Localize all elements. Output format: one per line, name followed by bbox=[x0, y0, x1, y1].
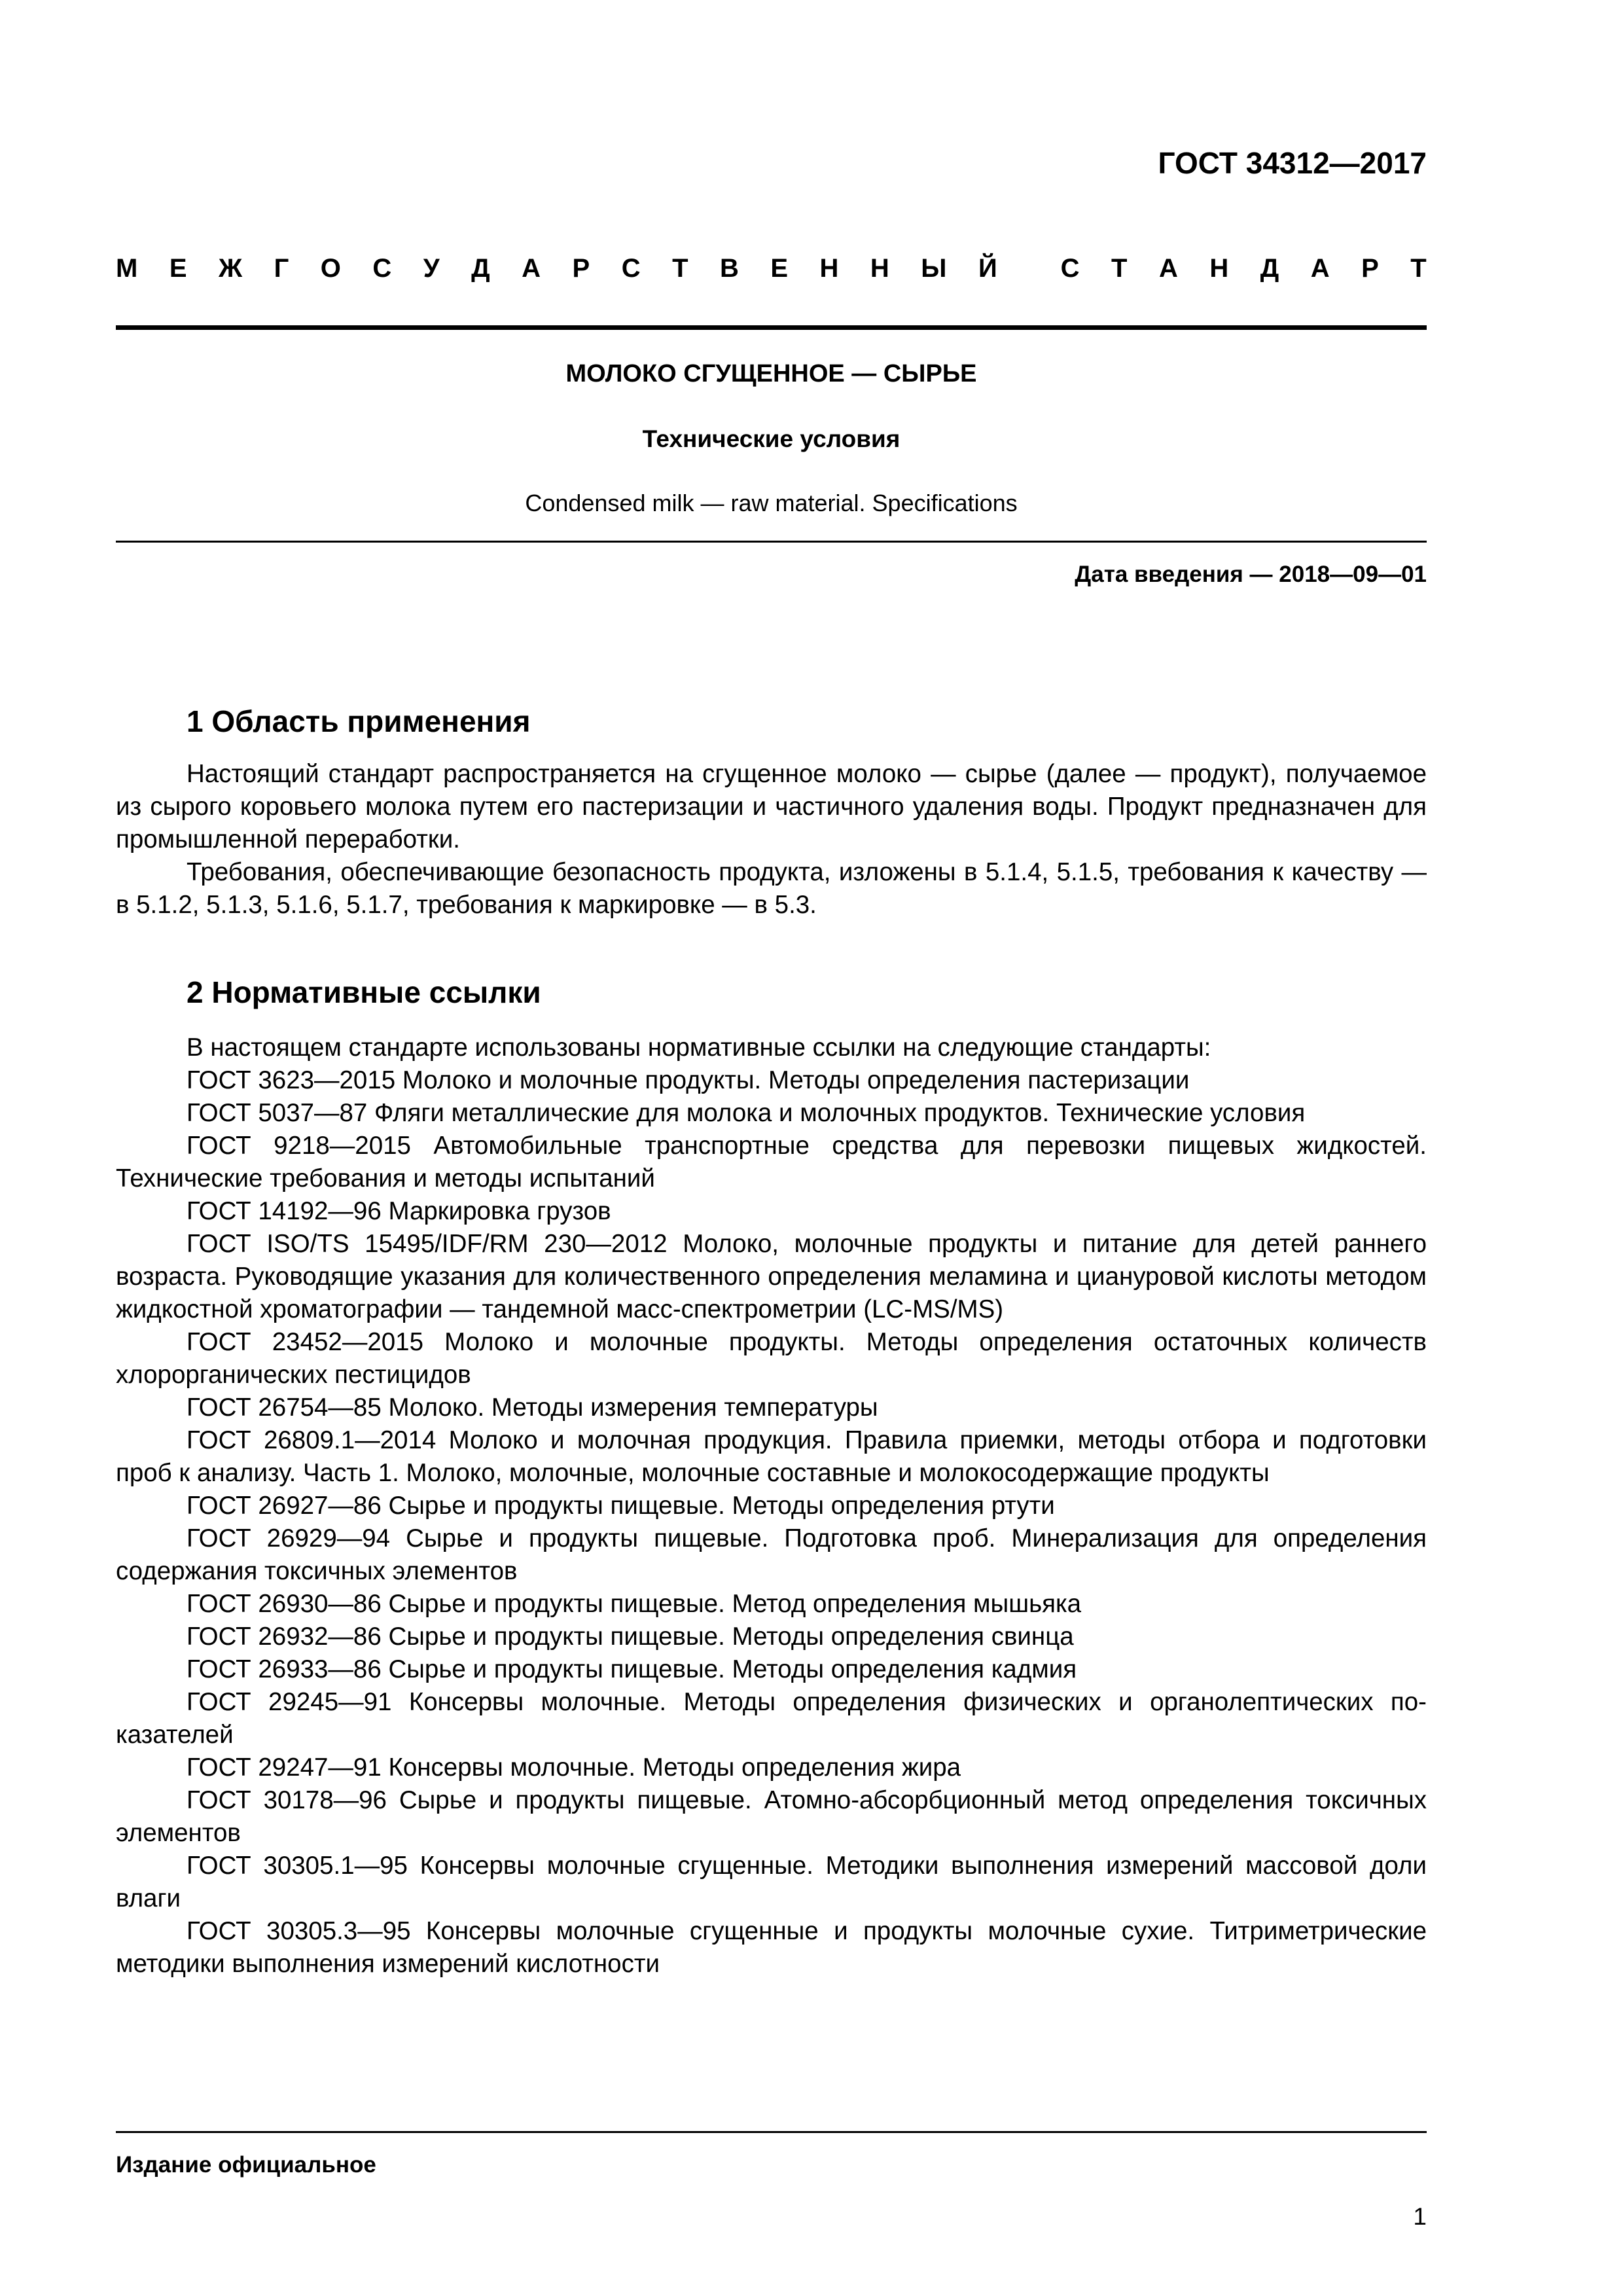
reference-item: ГОСТ 26929—94 Сырье и продукты пищевые. Подготовка проб. Минерализация для определения содержания токсичных элементов bbox=[116, 1524, 1427, 1585]
heading-letter: Т bbox=[672, 254, 688, 283]
reference-item: ГОСТ 26754—85 Молоко. Методы измерения температуры bbox=[187, 1393, 878, 1422]
introduction-date: Дата введения — 2018—09—01 bbox=[1075, 562, 1427, 587]
reference-item: ГОСТ 26809.1—2014 Молоко и молочная продукция. Правила приемки, методы отбора и подготовки проб к анализу. Часть 1. Молоко, молочные, молочные составные и молокосодержащие продукты bbox=[116, 1426, 1427, 1487]
paragraph: Настоящий стандарт распространяется на сгущенное молоко — сырье (далее — продукт), получаемое из сырого коровьего молока путем его пастеризации и частичного удаления воды. Продукт предназначен для промышленной переработки. bbox=[116, 760, 1427, 853]
heading-letter: Т bbox=[1111, 254, 1128, 283]
section-heading: 1 Область применения bbox=[187, 704, 531, 738]
reference-item: ГОСТ 14192—96 Маркировка грузов bbox=[187, 1197, 611, 1225]
paragraph: В настоящем стандарте использованы нормативные ссылки на следующие стандарты: bbox=[187, 1033, 1211, 1062]
reference-item: ГОСТ 5037—87 Фляги металлические для молока и молочных продуктов. Технические условия bbox=[187, 1099, 1306, 1127]
interstate-standard-heading bbox=[116, 254, 1427, 283]
reference-item: ГОСТ 29245—91 Консервы молочные. Методы определения физических и органолептических показателей bbox=[116, 1688, 1427, 1749]
document-subtitle: Технические условия bbox=[642, 425, 901, 452]
reference-item: ГОСТ ISO/TS 15495/IDF/RM 230—2012 Молоко, молочные продукты и питание для детей раннего возраста. Руководящие указания для количественного определения меламина и циануровой кислоты методом жидкостной хроматографии — тандемной масс-спектрометрии (LC-MS/MS) bbox=[116, 1230, 1427, 1323]
reference-item: ГОСТ 26933—86 Сырье и продукты пищевые. Методы определения кадмия bbox=[187, 1655, 1077, 1683]
heading-letter: Г bbox=[274, 254, 289, 283]
heading-letter: Р bbox=[572, 254, 590, 283]
document-title: МОЛОКО СГУЩЕННОЕ — СЫРЬЕ bbox=[565, 360, 977, 387]
page-number: 1 bbox=[1413, 2203, 1427, 2230]
reference-item: ГОСТ 23452—2015 Молоко и молочные продукты. Методы определения остаточных количеств хлорорганических пестицидов bbox=[116, 1328, 1427, 1389]
reference-item: ГОСТ 9218—2015 Автомобильные транспортные средства для перевозки пищевых жидкостей. Технические требования и методы испытаний bbox=[116, 1132, 1427, 1193]
heading-letter: Д bbox=[471, 254, 490, 283]
reference-item: ГОСТ 26932—86 Сырье и продукты пищевые. Методы определения свинца bbox=[187, 1623, 1074, 1651]
heading-letter: М bbox=[116, 254, 138, 283]
heading-letter: С bbox=[372, 254, 392, 283]
reference-item: ГОСТ 29247—91 Консервы молочные. Методы определения жира bbox=[187, 1753, 961, 1782]
heading-letter: О bbox=[320, 254, 341, 283]
reference-item: ГОСТ 3623—2015 Молоко и молочные продукты. Методы определения пастеризации bbox=[187, 1066, 1190, 1094]
footer-divider bbox=[116, 2131, 1427, 2133]
reference-item: ГОСТ 30305.3—95 Консервы молочные сгущенные и продукты молочные сухие. Титриметрические методики выполнения измерений кислотности bbox=[116, 1917, 1427, 1978]
heading-letter: С bbox=[1060, 254, 1080, 283]
heading-letter: А bbox=[1310, 254, 1330, 283]
heading-letter: Д bbox=[1260, 254, 1279, 283]
heading-letter: Н bbox=[1209, 254, 1229, 283]
heading-letter: Е bbox=[770, 254, 789, 283]
section-heading: 2 Нормативные ссылки bbox=[187, 975, 541, 1009]
heading-letter: С bbox=[621, 254, 641, 283]
reference-item: ГОСТ 26927—86 Сырье и продукты пищевые. Методы определения ртути bbox=[187, 1492, 1055, 1520]
heading-letter: А bbox=[1158, 254, 1178, 283]
heading-letter: У bbox=[423, 254, 440, 283]
document-title-english: Condensed milk — raw material. Specifications bbox=[525, 490, 1018, 516]
title-divider bbox=[116, 541, 1427, 543]
reference-item: ГОСТ 26930—86 Сырье и продукты пищевые. Метод определения мышьяка bbox=[187, 1590, 1082, 1618]
section-scope bbox=[116, 702, 1427, 922]
heading-letter: Р bbox=[1361, 254, 1379, 283]
heading-letter: Ы bbox=[921, 254, 947, 283]
official-edition-label: Издание официальное bbox=[116, 2152, 376, 2178]
heading-letter: В bbox=[719, 254, 739, 283]
reference-item: ГОСТ 30178—96 Сырье и продукты пищевые. Атомно-абсорбционный метод определения токсичных элементов bbox=[116, 1786, 1427, 1847]
heading-letter: Ж bbox=[218, 254, 243, 283]
heading-letter: Е bbox=[169, 254, 187, 283]
heading-letter: Т bbox=[1410, 254, 1427, 283]
heading-letter: Й bbox=[978, 254, 997, 283]
standard-number: ГОСТ 34312—2017 bbox=[1158, 146, 1427, 180]
heading-letter: А bbox=[522, 254, 541, 283]
heading-letter: Н bbox=[870, 254, 889, 283]
paragraph: Требования, обеспечивающие безопасность продукта, изложены в 5.1.4, 5.1.5, требования к качеству — в 5.1.2, 5.1.3, 5.1.6, 5.1.7, требования к маркировке — в 5.3. bbox=[116, 858, 1427, 919]
section-normative-references bbox=[116, 973, 1427, 1981]
reference-item: ГОСТ 30305.1—95 Консервы молочные сгущенные. Методики выполнения измерений массовой доли влаги bbox=[116, 1852, 1427, 1912]
header-divider bbox=[116, 325, 1427, 330]
heading-letter: Н bbox=[819, 254, 839, 283]
